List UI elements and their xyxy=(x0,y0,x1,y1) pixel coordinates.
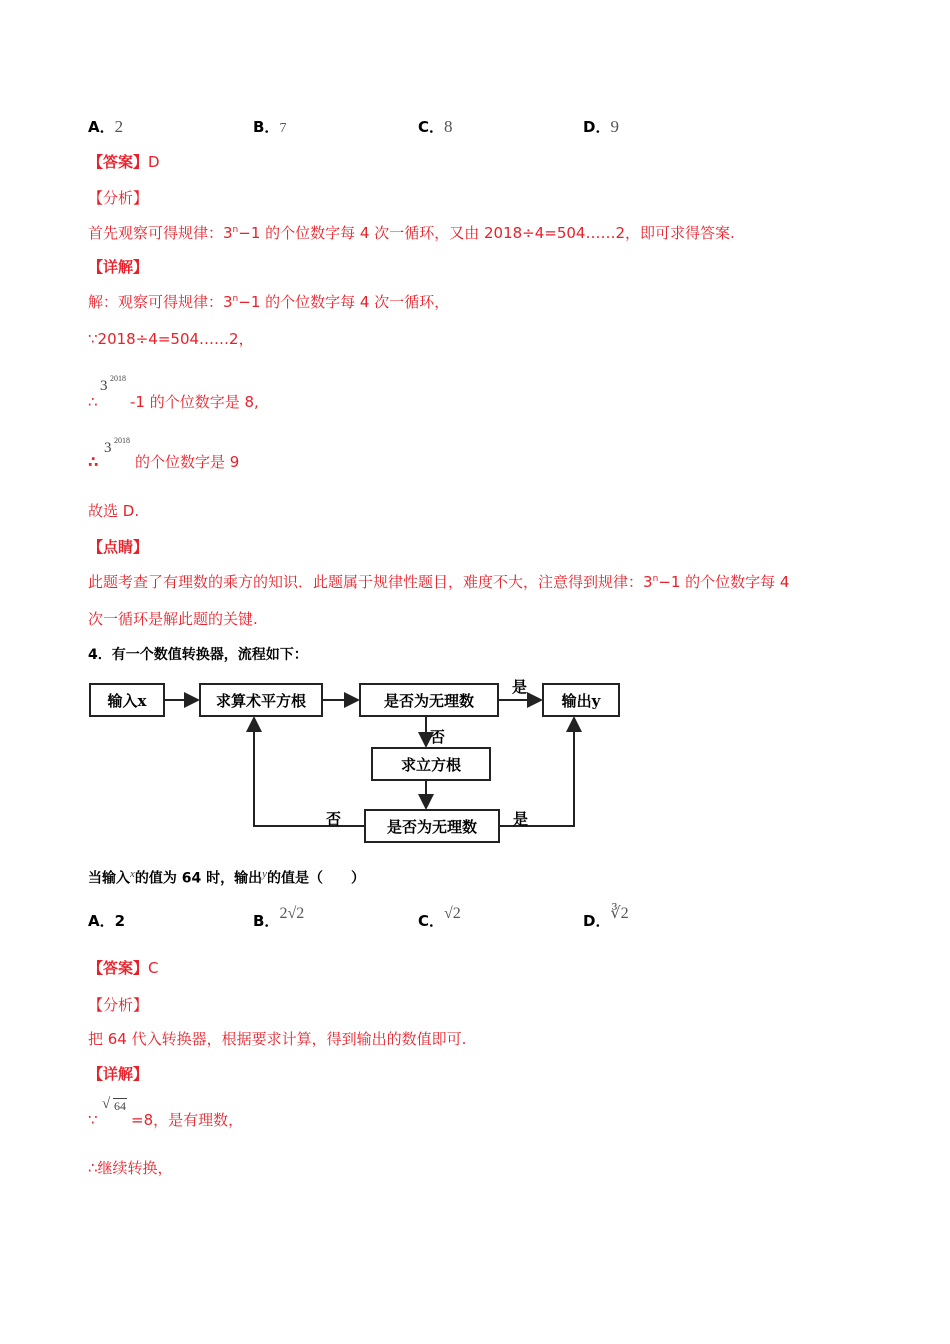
option-value: √2 xyxy=(444,905,461,922)
answer-value: D xyxy=(148,153,160,171)
q4-title: 4．有一个数值转换器，流程如下： xyxy=(88,647,308,663)
q3-note-line2: 次一循环是解此题的关键. xyxy=(88,610,258,628)
option-label: D． xyxy=(583,118,611,136)
note-sup: n xyxy=(652,574,659,584)
flow-label-yes2: 是 xyxy=(513,810,529,828)
option-value: 2 xyxy=(114,117,124,136)
answer-value: C xyxy=(148,959,159,977)
option-label: D． xyxy=(583,912,611,930)
answer-tag: 【答案】 xyxy=(88,959,149,977)
power-exponent: 2018 xyxy=(114,436,130,445)
power-base: 3 xyxy=(100,378,108,394)
option-label: B． xyxy=(253,912,280,930)
question-pre: 当输入 xyxy=(88,870,130,887)
flow-box-cbrt: 求立方根 xyxy=(400,756,461,774)
note-post: −1 的个位数字每 4 xyxy=(658,573,790,591)
q3-answer xyxy=(88,152,160,172)
question-post: 的值是（ ） xyxy=(267,870,366,887)
option-value: 9 xyxy=(610,117,619,136)
analysis-sup: n xyxy=(232,225,239,235)
because-symbol: ∵ xyxy=(88,1111,98,1129)
q4-option-c xyxy=(418,902,461,930)
question-mid: 的值为 64 时，输出 xyxy=(134,870,263,887)
option-label: B． xyxy=(253,118,280,136)
q4-analysis-tag: 【分析】 xyxy=(88,996,149,1014)
option-label: C． xyxy=(418,118,445,136)
q4-detail-line1 xyxy=(88,1096,388,1132)
sqrt-radicand: 64 xyxy=(114,1099,126,1113)
q4-option-a xyxy=(88,910,125,931)
power-exponent: 2018 xyxy=(110,374,126,383)
detail-sup: n xyxy=(232,294,239,304)
power-base: 3 xyxy=(104,440,112,456)
flow-label-no1: 否 xyxy=(430,728,446,746)
question-var-y: y xyxy=(262,868,268,880)
detail-post: −1 的个位数字每 4 次一循环， xyxy=(238,293,450,311)
answer-tag: 【答案】 xyxy=(88,153,149,171)
q3-detail-tag: 【详解】 xyxy=(88,258,149,276)
q4-question xyxy=(88,864,365,889)
q3-option-a xyxy=(88,116,123,137)
detail-line1-text: =8，是有理数， xyxy=(131,1111,244,1129)
q3-option-c xyxy=(418,116,453,137)
option-value: 8 xyxy=(444,117,453,136)
flow-label-no2: 否 xyxy=(326,810,342,828)
option-value: ∛2 xyxy=(610,905,629,922)
therefore-symbol: ∴ xyxy=(88,453,99,471)
q3-detail-line4 xyxy=(88,436,388,476)
q3-detail-line1 xyxy=(88,292,449,312)
q4-option-b xyxy=(253,902,305,930)
flow-box-sqrt: 求算术平方根 xyxy=(215,692,306,710)
flow-box-check2: 是否为无理数 xyxy=(386,818,477,836)
flow-box-input: 输入x xyxy=(107,692,147,710)
option-value: 2√2 xyxy=(279,905,305,922)
q4-answer xyxy=(88,958,159,978)
q4-analysis-text: 把 64 代入转换器，根据要求计算，得到输出的数值即可. xyxy=(88,1030,467,1048)
therefore-symbol: ∴ xyxy=(88,393,98,411)
analysis-pre: 首先观察可得规律：3 xyxy=(88,224,233,242)
flow-box-output: 输出y xyxy=(561,692,601,710)
q4-flowchart xyxy=(88,674,628,852)
flow-label-yes1: 是 xyxy=(512,678,528,696)
option-label: A． xyxy=(88,912,115,930)
q3-analysis-text xyxy=(88,223,735,243)
option-label: A． xyxy=(88,118,115,136)
q4-option-d xyxy=(583,902,629,930)
q3-option-b xyxy=(253,116,286,137)
q3-detail-line5: 故选 D. xyxy=(88,502,140,520)
note-pre: 此题考查了有理数的乘方的知识．此题属于规律性题目，难度不大，注意得到规律：3 xyxy=(88,573,653,591)
analysis-post: −1 的个位数字每 4 次一循环，又由 2018÷4=504……2，即可求得答案. xyxy=(238,224,735,242)
option-value: 2 xyxy=(114,912,126,930)
detail-line3-text: -1 的个位数字是 8, xyxy=(130,393,259,411)
option-label: C． xyxy=(418,912,445,930)
q4-detail-line2: ∴继续转换， xyxy=(88,1159,173,1177)
q3-detail-line3 xyxy=(88,374,388,414)
q3-note-tag: 【点睛】 xyxy=(88,538,149,556)
q3-option-d xyxy=(583,116,619,137)
option-value: 7 xyxy=(279,121,287,136)
q4-detail-tag: 【详解】 xyxy=(88,1065,149,1083)
q3-analysis-tag: 【分析】 xyxy=(88,189,149,207)
q3-note-line1 xyxy=(88,572,789,592)
detail-pre: 解：观察可得规律：3 xyxy=(88,293,233,311)
q3-detail-line2: ∵2018÷4=504……2， xyxy=(88,330,254,348)
flow-box-check1: 是否为无理数 xyxy=(383,692,474,710)
sqrt-sign-icon: √ xyxy=(102,1096,111,1112)
question-var-x: x xyxy=(130,868,135,880)
detail-line4-text: 的个位数字是 9 xyxy=(135,453,240,471)
